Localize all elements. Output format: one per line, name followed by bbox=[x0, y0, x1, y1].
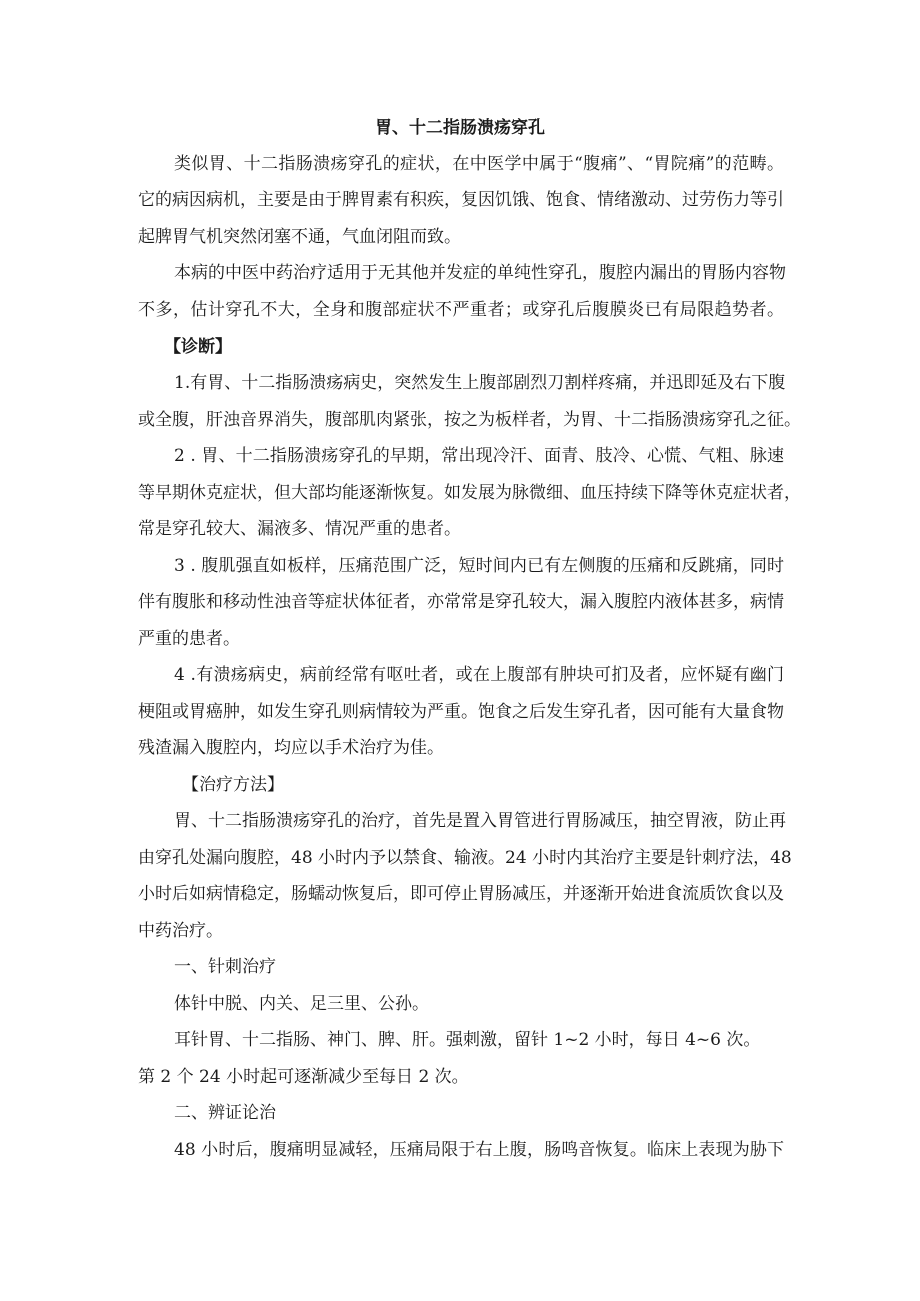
text-line: 由穿孔处漏向腹腔，48 小时内予以禁食、输液。24 小时内其治疗主要是针刺疗法，48 bbox=[138, 848, 792, 868]
text-line: 严重的患者。 bbox=[138, 629, 240, 649]
text-line: 4 .有溃疡病史，病前经常有呕吐者，或在上腹部有肿块可扪及者，应怀疑有幽门 bbox=[174, 665, 784, 685]
text-line: 梗阻或胃癌肿，如发生穿孔则病情较为严重。饱食之后发生穿孔者，因可能有大量食物 bbox=[138, 702, 784, 722]
text-line: 类似胃、十二指肠溃疡穿孔的症状，在中医学中属于“腹痛”、“胃院痛”的范畴。 bbox=[174, 154, 784, 174]
text-line: 胃、十二指肠溃疡穿孔的治疗，首先是置入胃管进行胃肠减压，抽空胃液，防止再 bbox=[174, 811, 786, 831]
body-acupuncture-points: 体针中脱、内关、足三里、公孙。 bbox=[174, 994, 429, 1014]
text-line: 残渣漏入腹腔内，均应以手术治疗为佳。 bbox=[138, 738, 444, 758]
page-title: 胃、十二指肠溃疡穿孔 bbox=[375, 118, 545, 138]
ear-acupuncture-points: 耳针胃、十二指肠、神门、脾、肝。强刺激，留针 1~2 小时，每日 4~6 次。 bbox=[174, 1030, 761, 1050]
text-line: 或全腹，肝浊音界消失，腹部肌肉紧张，按之为板样者，为胃、十二指肠溃疡穿孔之征。 bbox=[138, 410, 801, 430]
text-line: 伴有腹胀和移动性浊音等症状体征者，亦常常是穿孔较大，漏入腹腔内液体甚多，病情 bbox=[138, 592, 784, 612]
text-line: 本病的中医中药治疗适用于无其他并发症的单纯性穿孔，腹腔内漏出的胃肠内容物 bbox=[174, 263, 786, 283]
text-line: 小时后如病情稳定，肠蠕动恢复后，即可停止胃肠减压，并逐渐开始进食流质饮食以及 bbox=[138, 884, 784, 904]
section-heading-diagnosis: 【诊断】 bbox=[164, 337, 232, 357]
text-line: 它的病因病机，主要是由于脾胃素有积疾，复因饥饿、饱食、情绪激动、过劳伤力等引 bbox=[138, 190, 784, 210]
text-line: 1.有胃、十二指肠溃疡病史，突然发生上腹部剧烈刀割样疼痛，并迅即延及右下腹 bbox=[174, 373, 786, 393]
text-line: 起脾胃气机突然闭塞不通，气血闭阻而致。 bbox=[138, 227, 461, 247]
text-line: 常是穿孔较大、漏液多、情况严重的患者。 bbox=[138, 519, 461, 539]
text-line: 中药治疗。 bbox=[138, 921, 223, 941]
text-line: 等早期休克症状，但大部均能逐渐恢复。如发展为脉微细、血压持续下降等休克症状者， bbox=[138, 483, 801, 503]
section-heading-treatment: 【治疗方法】 bbox=[182, 775, 284, 795]
subheading-syndrome-differentiation: 二、辨证论治 bbox=[174, 1103, 276, 1123]
syndrome-paragraph: 48 小时后，腹痛明显减轻，压痛局限于右上腹，肠鸣音恢复。临床上表现为胁下 bbox=[174, 1140, 784, 1160]
text-line: 3 . 腹肌强直如板样，压痛范围广泛，短时间内已有左侧腹的压痛和反跳痛，同时 bbox=[174, 556, 784, 576]
text-line: 不多，估计穿孔不大，全身和腹部症状不严重者；或穿孔后腹膜炎已有局限趋势者。 bbox=[138, 300, 784, 320]
acupuncture-note: 第 2 个 24 小时起可逐渐减少至每日 2 次。 bbox=[138, 1067, 469, 1087]
subheading-acupuncture: 一、针刺治疗 bbox=[174, 957, 276, 977]
text-line: 2 . 胃、十二指肠溃疡穿孔的早期，常出现冷汗、面青、肢冷、心慌、气粗、脉速 bbox=[174, 446, 784, 466]
